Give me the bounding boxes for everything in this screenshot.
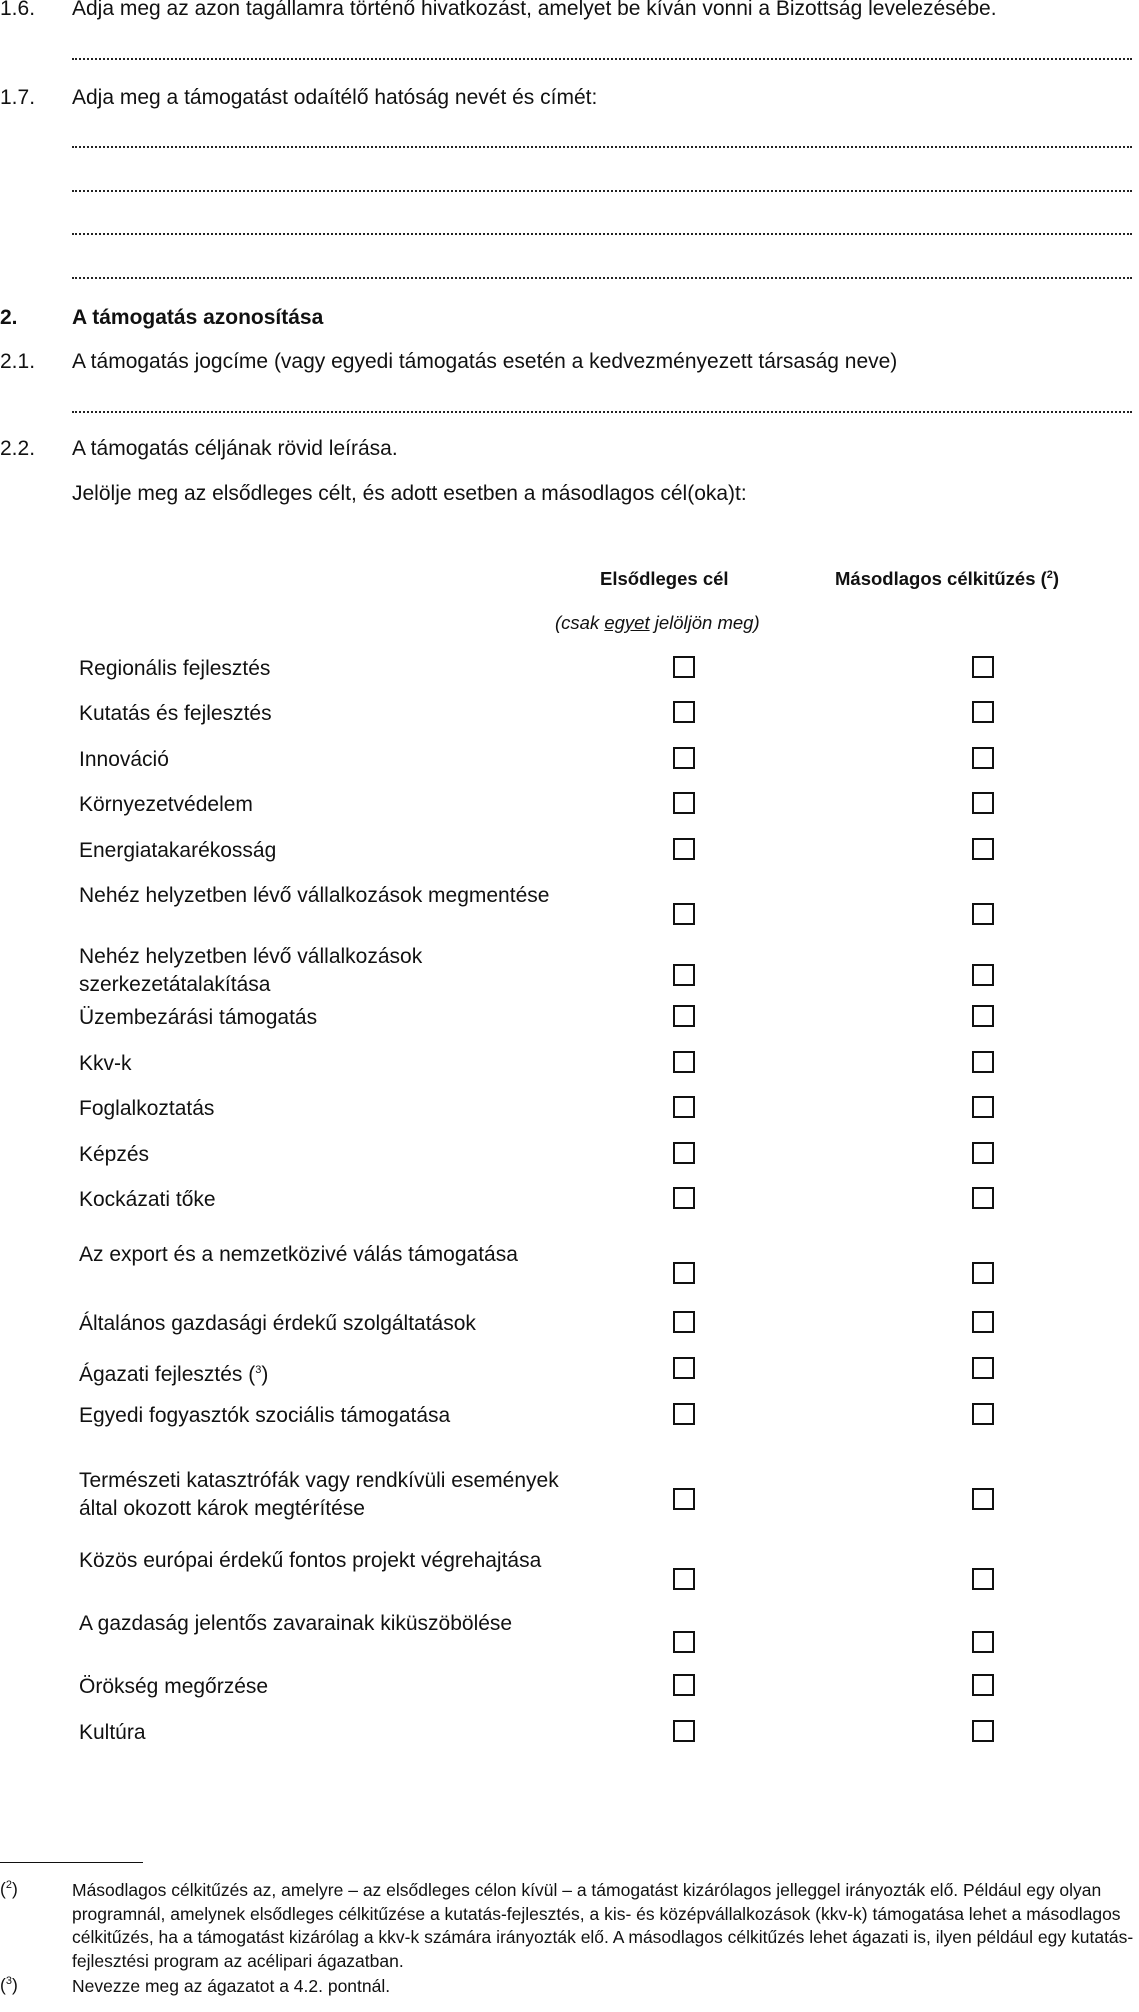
goal-label	[79, 1402, 599, 1430]
answer-line[interactable]	[72, 233, 1132, 235]
section-number: 1.7.	[0, 86, 36, 109]
secondary-goal-checkbox[interactable]	[972, 903, 994, 925]
secondary-goal-checkbox[interactable]	[972, 1357, 994, 1379]
goal-label-text: Az export és a nemzetközivé válás támogatása	[79, 1243, 518, 1266]
goal-label	[79, 1673, 599, 1701]
footnote-ref: ($^3$)	[242, 1363, 269, 1386]
primary-goal-checkbox[interactable]	[673, 1674, 695, 1696]
goal-label	[79, 1310, 599, 1338]
goal-label-text: Innováció	[79, 748, 169, 771]
primary-goal-checkbox[interactable]	[673, 701, 695, 723]
section-number: 2.	[0, 306, 18, 329]
goal-label-text: Egyedi fogyasztók szociális támogatása	[79, 1404, 451, 1427]
goal-label-text: Energiatakarékosság	[79, 839, 277, 862]
primary-goal-checkbox[interactable]	[673, 1403, 695, 1425]
primary-goal-checkbox[interactable]	[673, 1262, 695, 1284]
goal-label	[79, 837, 599, 865]
secondary-goal-checkbox[interactable]	[972, 747, 994, 769]
goal-label-text: Kockázati tőke	[79, 1188, 216, 1211]
secondary-goal-checkbox[interactable]	[972, 1187, 994, 1209]
secondary-goal-checkbox[interactable]	[972, 1720, 994, 1742]
secondary-goal-checkbox[interactable]	[972, 1005, 994, 1027]
section-text: Adja meg az azon tagállamra történő hivatkozást, amelyet be kíván vonni a Bizottság levelezésébe.	[72, 0, 997, 20]
answer-line[interactable]	[72, 277, 1132, 279]
primary-goal-checkbox[interactable]	[673, 1568, 695, 1590]
primary-goal-checkbox[interactable]	[673, 1311, 695, 1333]
goal-label-text: Kkv-k	[79, 1052, 132, 1075]
secondary-goal-checkbox[interactable]	[972, 1488, 994, 1510]
footnote-ref: 2	[1046, 568, 1053, 581]
goal-label	[79, 791, 599, 819]
primary-goal-checkbox[interactable]	[673, 1631, 695, 1653]
primary-goal-checkbox[interactable]	[673, 964, 695, 986]
primary-goal-checkbox[interactable]	[673, 1187, 695, 1209]
primary-goal-checkbox[interactable]	[673, 1488, 695, 1510]
goal-label	[79, 1050, 599, 1078]
footnote-marker: ($^3$)	[0, 1975, 18, 1995]
goal-label-text: Kultúra	[79, 1721, 146, 1744]
secondary-goal-checkbox[interactable]	[972, 1096, 994, 1118]
section-number: 1.6.	[0, 0, 36, 20]
goal-label-text: Örökség megőrzése	[79, 1675, 269, 1698]
goal-label-text: Természeti katasztrófák vagy rendkívüli események által okozott károk megtérítése	[79, 1469, 559, 1520]
secondary-goal-checkbox[interactable]	[972, 701, 994, 723]
primary-goal-checkbox[interactable]	[673, 838, 695, 860]
primary-goal-checkbox[interactable]	[673, 1096, 695, 1118]
goal-label	[79, 943, 599, 999]
goal-label-text: Regionális fejlesztés	[79, 657, 271, 680]
goal-label-text: Nehéz helyzetben lévő vállalkozások szerkezetátalakítása	[79, 945, 423, 996]
goal-label	[79, 1241, 599, 1269]
secondary-goal-checkbox[interactable]	[972, 838, 994, 860]
goal-label-text: Nehéz helyzetben lévő vállalkozások megmentése	[79, 884, 550, 907]
goal-label	[79, 655, 599, 683]
answer-line[interactable]	[72, 411, 1132, 413]
primary-goal-checkbox[interactable]	[673, 1005, 695, 1027]
goal-label	[79, 700, 599, 728]
answer-line[interactable]	[72, 190, 1132, 192]
secondary-goal-checkbox[interactable]	[972, 1568, 994, 1590]
secondary-goal-checkbox[interactable]	[972, 1262, 994, 1284]
secondary-goal-checkbox[interactable]	[972, 1674, 994, 1696]
primary-goal-checkbox[interactable]	[673, 1720, 695, 1742]
answer-line[interactable]	[72, 58, 1132, 60]
goal-label	[79, 1186, 599, 1214]
primary-goal-checkbox[interactable]	[673, 656, 695, 678]
primary-goal-checkbox[interactable]	[673, 903, 695, 925]
goal-label	[79, 882, 599, 910]
section-text: A támogatás jogcíme (vagy egyedi támogatás esetén a kedvezményezett társaság neve)	[72, 350, 898, 373]
footnote-text: Másodlagos célkitűzés az, amelyre – az elsődleges célon kívül – a támogatást kizárólagos jelleggel irányozták elő. Például egy olyan programnál, amelynek elsődleges célkitűzése a kutatás-fejlesztés, a kis- és középvállalkozások (kkv-k) támogatása lehet a másodlagos célkitűzés, ha a támogatást kizárólag a kkv-k számára irányozták elő. A másodlagos célkitűzés lehet ágazati is, ilyen például egy kutatás-fejlesztési program az acélipari ágazatban.	[72, 1880, 1134, 1971]
goal-label	[79, 1356, 599, 1389]
goal-label	[79, 1467, 599, 1523]
footnote-marker: ($^2$)	[0, 1879, 18, 1899]
primary-goal-checkbox[interactable]	[673, 747, 695, 769]
secondary-goal-checkbox[interactable]	[972, 1631, 994, 1653]
goal-label-text: Kutatás és fejlesztés	[79, 702, 272, 725]
secondary-goal-checkbox[interactable]	[972, 1142, 994, 1164]
goal-label	[79, 1547, 599, 1575]
instruction-text: Jelölje meg az elsődleges célt, és adott esetben a másodlagos cél(oka)t:	[72, 482, 747, 505]
goal-label-text: Képzés	[79, 1143, 150, 1166]
goal-label	[79, 1004, 599, 1032]
secondary-goal-checkbox[interactable]	[972, 792, 994, 814]
goal-label	[79, 746, 599, 774]
primary-goal-checkbox[interactable]	[673, 1357, 695, 1379]
goal-label-text: A gazdaság jelentős zavarainak kiküszöbölése	[79, 1612, 513, 1635]
primary-goal-checkbox[interactable]	[673, 792, 695, 814]
goal-label	[79, 1610, 599, 1638]
footnote-separator	[0, 1862, 143, 1863]
primary-goal-header: Elsődleges cél	[600, 568, 729, 589]
goal-label	[79, 1095, 599, 1123]
secondary-goal-checkbox[interactable]	[972, 656, 994, 678]
goal-label-text: Foglalkoztatás	[79, 1097, 215, 1120]
goal-label	[79, 1141, 599, 1169]
goal-label-text: Általános gazdasági érdekű szolgáltatások	[79, 1312, 476, 1335]
primary-goal-note: (csak egyet jelöljön meg)	[555, 612, 760, 633]
primary-goal-checkbox[interactable]	[673, 1142, 695, 1164]
goal-label-text: Ágazati fejlesztés	[79, 1363, 243, 1386]
section-number: 2.1.	[0, 350, 36, 373]
footnote-text: Nevezze meg az ágazatot a 4.2. pontnál.	[72, 1976, 391, 1996]
goal-label-text: Környezetvédelem	[79, 793, 253, 816]
secondary-goal-checkbox[interactable]	[972, 1311, 994, 1333]
goal-label	[79, 1719, 599, 1747]
primary-goal-checkbox[interactable]	[673, 1051, 695, 1073]
secondary-goal-header: Másodlagos célkitűzés ($^2$)	[835, 568, 1060, 589]
section-number: 2.2.	[0, 437, 36, 460]
secondary-goal-checkbox[interactable]	[972, 964, 994, 986]
secondary-goal-checkbox[interactable]	[972, 1051, 994, 1073]
goal-label-text: Közös európai érdekű fontos projekt végrehajtása	[79, 1549, 542, 1572]
section-text: Adja meg a támogatást odaítélő hatóság nevét és címét:	[72, 86, 598, 109]
section-heading: A támogatás azonosítása	[72, 306, 324, 329]
goal-label-text: Üzembezárási támogatás	[79, 1006, 318, 1029]
section-text: A támogatás céljának rövid leírása.	[72, 437, 398, 460]
answer-line[interactable]	[72, 146, 1132, 148]
secondary-goal-checkbox[interactable]	[972, 1403, 994, 1425]
